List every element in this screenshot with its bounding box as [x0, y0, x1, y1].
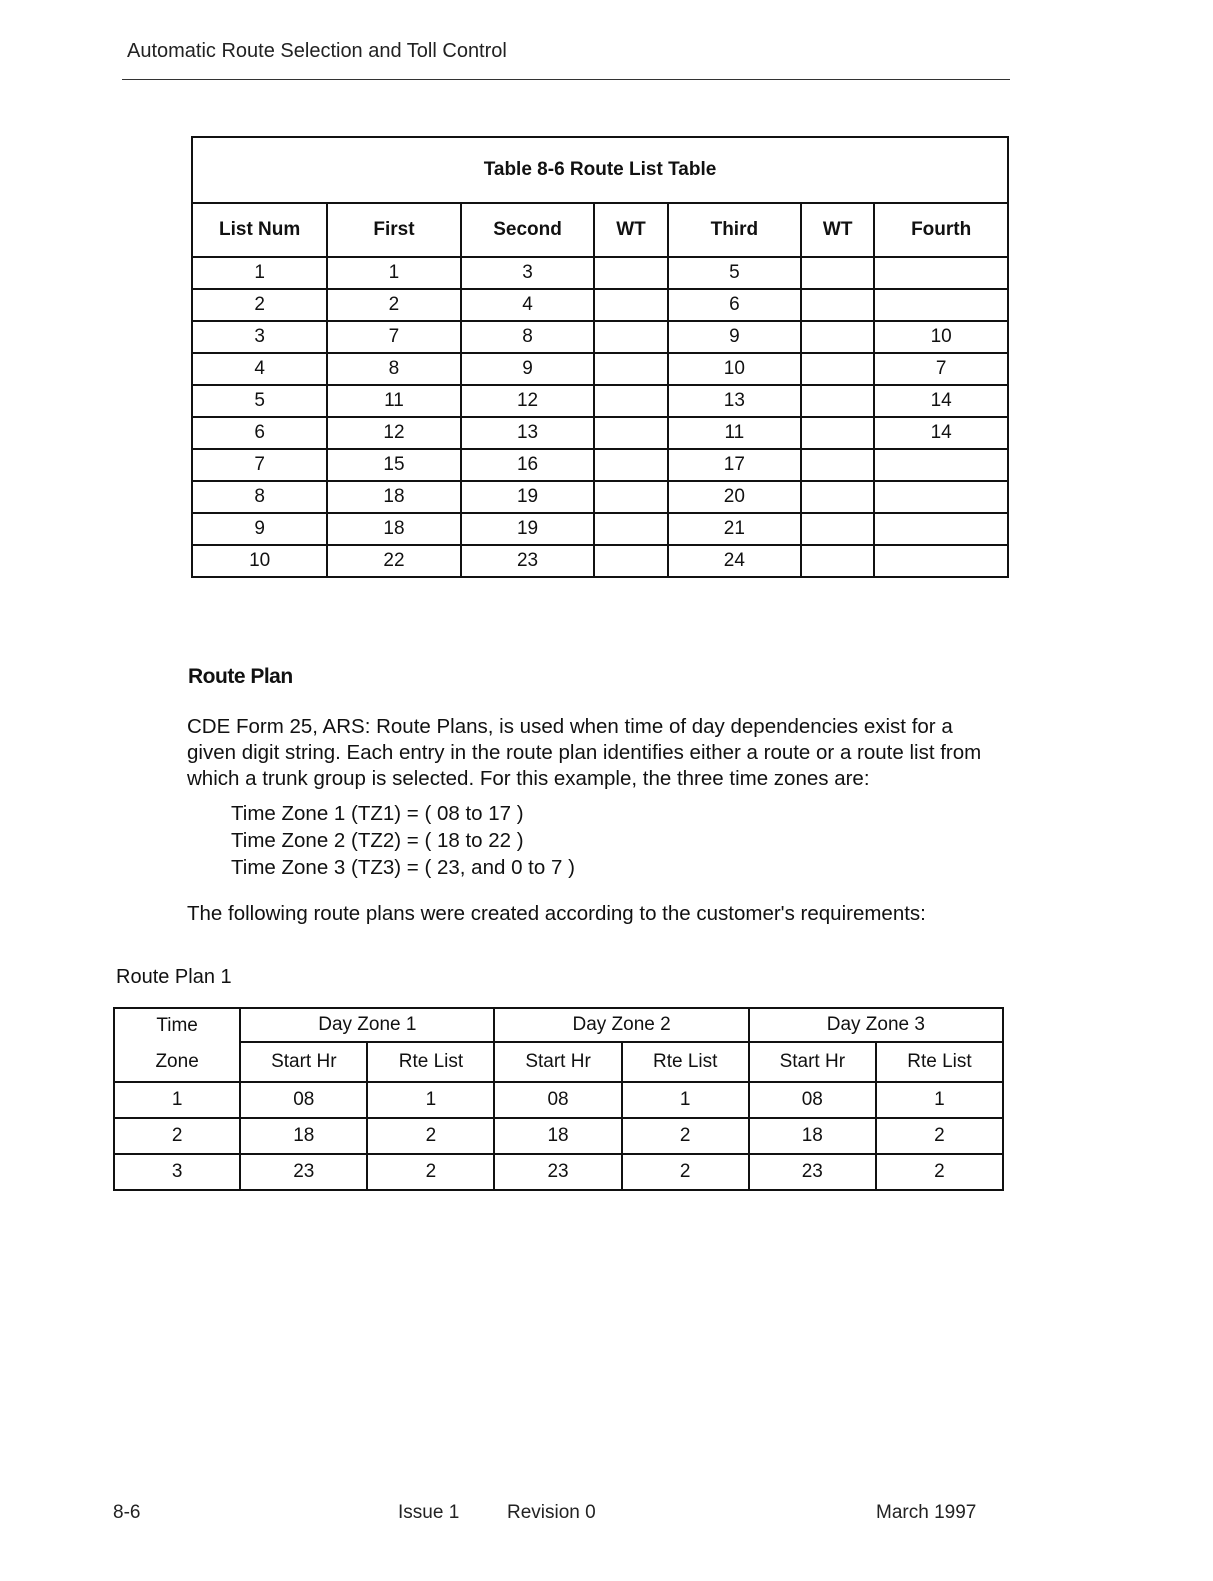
- table-cell: 9: [461, 353, 595, 385]
- table-cell: 2: [192, 289, 327, 321]
- table-cell: 3: [461, 257, 595, 289]
- day-zone-header: Day Zone 2: [494, 1008, 748, 1042]
- table-cell: [594, 385, 667, 417]
- table-cell: 18: [494, 1118, 621, 1154]
- footer-page-number: 8-6: [113, 1502, 141, 1523]
- table-cell: 1: [114, 1082, 240, 1118]
- table-row: [192, 417, 1008, 449]
- table-cell: [801, 513, 874, 545]
- table-cell: [874, 513, 1008, 545]
- table-cell: 08: [749, 1082, 876, 1118]
- table-cell: 9: [668, 321, 801, 353]
- table-cell: 8: [192, 481, 327, 513]
- time-zone-line: Time Zone 2 (TZ2) = ( 18 to 22 ): [231, 829, 524, 852]
- body-paragraph: CDE Form 25, ARS: Route Plans, is used when time of day dependencies exist for a given digit string. Each entry in the route plan identifies either a route or a route list from which a trunk group is selected. For this example, the three time zones are:: [187, 715, 982, 790]
- table-row: [192, 481, 1008, 513]
- sub-header: Start Hr: [494, 1042, 621, 1082]
- table-cell: 20: [668, 481, 801, 513]
- table-cell: [874, 449, 1008, 481]
- table-cell: 10: [192, 545, 327, 577]
- table-cell: 2: [367, 1154, 494, 1190]
- table-cell: 10: [668, 353, 801, 385]
- table-row: [192, 545, 1008, 577]
- table-cell: 23: [749, 1154, 876, 1190]
- table-cell: [874, 257, 1008, 289]
- table-row: [192, 449, 1008, 481]
- sub-header: Rte List: [367, 1042, 494, 1082]
- table-cell: [594, 545, 667, 577]
- table-cell: [594, 353, 667, 385]
- table-cell: 18: [327, 513, 460, 545]
- table-caption: Table 8-6 Route List Table: [192, 137, 1008, 203]
- zone-header: Zone: [114, 1042, 240, 1082]
- table-cell: 22: [327, 545, 460, 577]
- table-cell: 24: [668, 545, 801, 577]
- table-cell: 11: [668, 417, 801, 449]
- table-cell: 23: [461, 545, 595, 577]
- table-cell: 18: [327, 481, 460, 513]
- table-cell: [594, 481, 667, 513]
- table-cell: [874, 289, 1008, 321]
- table-cell: [801, 545, 874, 577]
- table-cell: [594, 257, 667, 289]
- column-header: Third: [668, 203, 801, 257]
- table-cell: 11: [327, 385, 460, 417]
- table-cell: 2: [876, 1154, 1003, 1190]
- column-header: WT: [801, 203, 874, 257]
- table-cell: 19: [461, 513, 595, 545]
- table-cell: 14: [874, 417, 1008, 449]
- table-cell: 23: [240, 1154, 367, 1190]
- table-row: [114, 1082, 1003, 1118]
- table-cell: 12: [327, 417, 460, 449]
- route-plan-table: [113, 1007, 1004, 1191]
- table-cell: 2: [622, 1118, 749, 1154]
- table-cell: [801, 449, 874, 481]
- table-cell: 1: [622, 1082, 749, 1118]
- table-cell: 4: [192, 353, 327, 385]
- table-cell: 14: [874, 385, 1008, 417]
- table-row: [114, 1118, 1003, 1154]
- day-zone-header: Day Zone 1: [240, 1008, 494, 1042]
- table-cell: 2: [876, 1118, 1003, 1154]
- table-cell: 2: [367, 1118, 494, 1154]
- table-cell: 8: [327, 353, 460, 385]
- body-paragraph-2: The following route plans were created according to the customer's requirements:: [187, 902, 926, 925]
- table-cell: 3: [114, 1154, 240, 1190]
- header-divider: [122, 79, 1010, 80]
- sub-header: Rte List: [622, 1042, 749, 1082]
- column-header: First: [327, 203, 460, 257]
- column-header: Fourth: [874, 203, 1008, 257]
- table-cell: 7: [874, 353, 1008, 385]
- table-row: [192, 513, 1008, 545]
- table-cell: [594, 289, 667, 321]
- table-cell: 7: [327, 321, 460, 353]
- table-cell: [874, 545, 1008, 577]
- table-cell: [594, 449, 667, 481]
- table-cell: 13: [668, 385, 801, 417]
- table-cell: 4: [461, 289, 595, 321]
- table-cell: 6: [668, 289, 801, 321]
- time-zone-line: Time Zone 1 (TZ1) = ( 08 to 17 ): [231, 802, 524, 825]
- table-cell: [801, 321, 874, 353]
- table-cell: 17: [668, 449, 801, 481]
- footer-date: March 1997: [876, 1502, 977, 1523]
- table-cell: 15: [327, 449, 460, 481]
- table-cell: [594, 321, 667, 353]
- sub-header: Start Hr: [240, 1042, 367, 1082]
- table-cell: 1: [327, 257, 460, 289]
- time-zone-list: [231, 800, 575, 881]
- table-cell: [801, 257, 874, 289]
- route-plan-label: Route Plan 1: [116, 966, 232, 988]
- table-cell: 8: [461, 321, 595, 353]
- table-cell: 23: [494, 1154, 621, 1190]
- table-cell: 12: [461, 385, 595, 417]
- table-cell: [594, 513, 667, 545]
- table-cell: [874, 481, 1008, 513]
- table-cell: 1: [192, 257, 327, 289]
- table-row: [192, 321, 1008, 353]
- table-cell: [801, 289, 874, 321]
- table-row: [192, 257, 1008, 289]
- footer-revision: Revision 0: [507, 1502, 596, 1523]
- table-cell: [801, 353, 874, 385]
- table-cell: 13: [461, 417, 595, 449]
- table-cell: [801, 417, 874, 449]
- section-heading: Route Plan: [188, 665, 293, 688]
- page-header-title: Automatic Route Selection and Toll Control: [127, 40, 507, 62]
- table-cell: 5: [192, 385, 327, 417]
- table-header-row: [192, 203, 1008, 257]
- table-cell: 19: [461, 481, 595, 513]
- table-cell: 6: [192, 417, 327, 449]
- table-cell: [594, 417, 667, 449]
- table-cell: 1: [367, 1082, 494, 1118]
- table-cell: 16: [461, 449, 595, 481]
- table-row: [192, 385, 1008, 417]
- table-cell: 3: [192, 321, 327, 353]
- table-cell: 2: [327, 289, 460, 321]
- column-header: WT: [594, 203, 667, 257]
- table-cell: 2: [622, 1154, 749, 1190]
- time-zone-line: Time Zone 3 (TZ3) = ( 23, and 0 to 7 ): [231, 856, 575, 879]
- table-cell: 10: [874, 321, 1008, 353]
- table-cell: 21: [668, 513, 801, 545]
- table-cell: 18: [240, 1118, 367, 1154]
- sub-header: Rte List: [876, 1042, 1003, 1082]
- table-row: [114, 1154, 1003, 1190]
- table-cell: 08: [240, 1082, 367, 1118]
- day-zone-header: Day Zone 3: [749, 1008, 1003, 1042]
- table-cell: [801, 481, 874, 513]
- column-header: List Num: [192, 203, 327, 257]
- table-row: [192, 289, 1008, 321]
- table-cell: [801, 385, 874, 417]
- table-cell: 5: [668, 257, 801, 289]
- time-header: Time: [114, 1008, 240, 1042]
- table-row: [192, 353, 1008, 385]
- route-list-table: [191, 136, 1009, 578]
- table-cell: 2: [114, 1118, 240, 1154]
- table-cell: 9: [192, 513, 327, 545]
- table-cell: 08: [494, 1082, 621, 1118]
- table-cell: 18: [749, 1118, 876, 1154]
- footer-issue: Issue 1: [398, 1502, 460, 1523]
- sub-header: Start Hr: [749, 1042, 876, 1082]
- table-cell: 7: [192, 449, 327, 481]
- table-cell: 1: [876, 1082, 1003, 1118]
- column-header: Second: [461, 203, 595, 257]
